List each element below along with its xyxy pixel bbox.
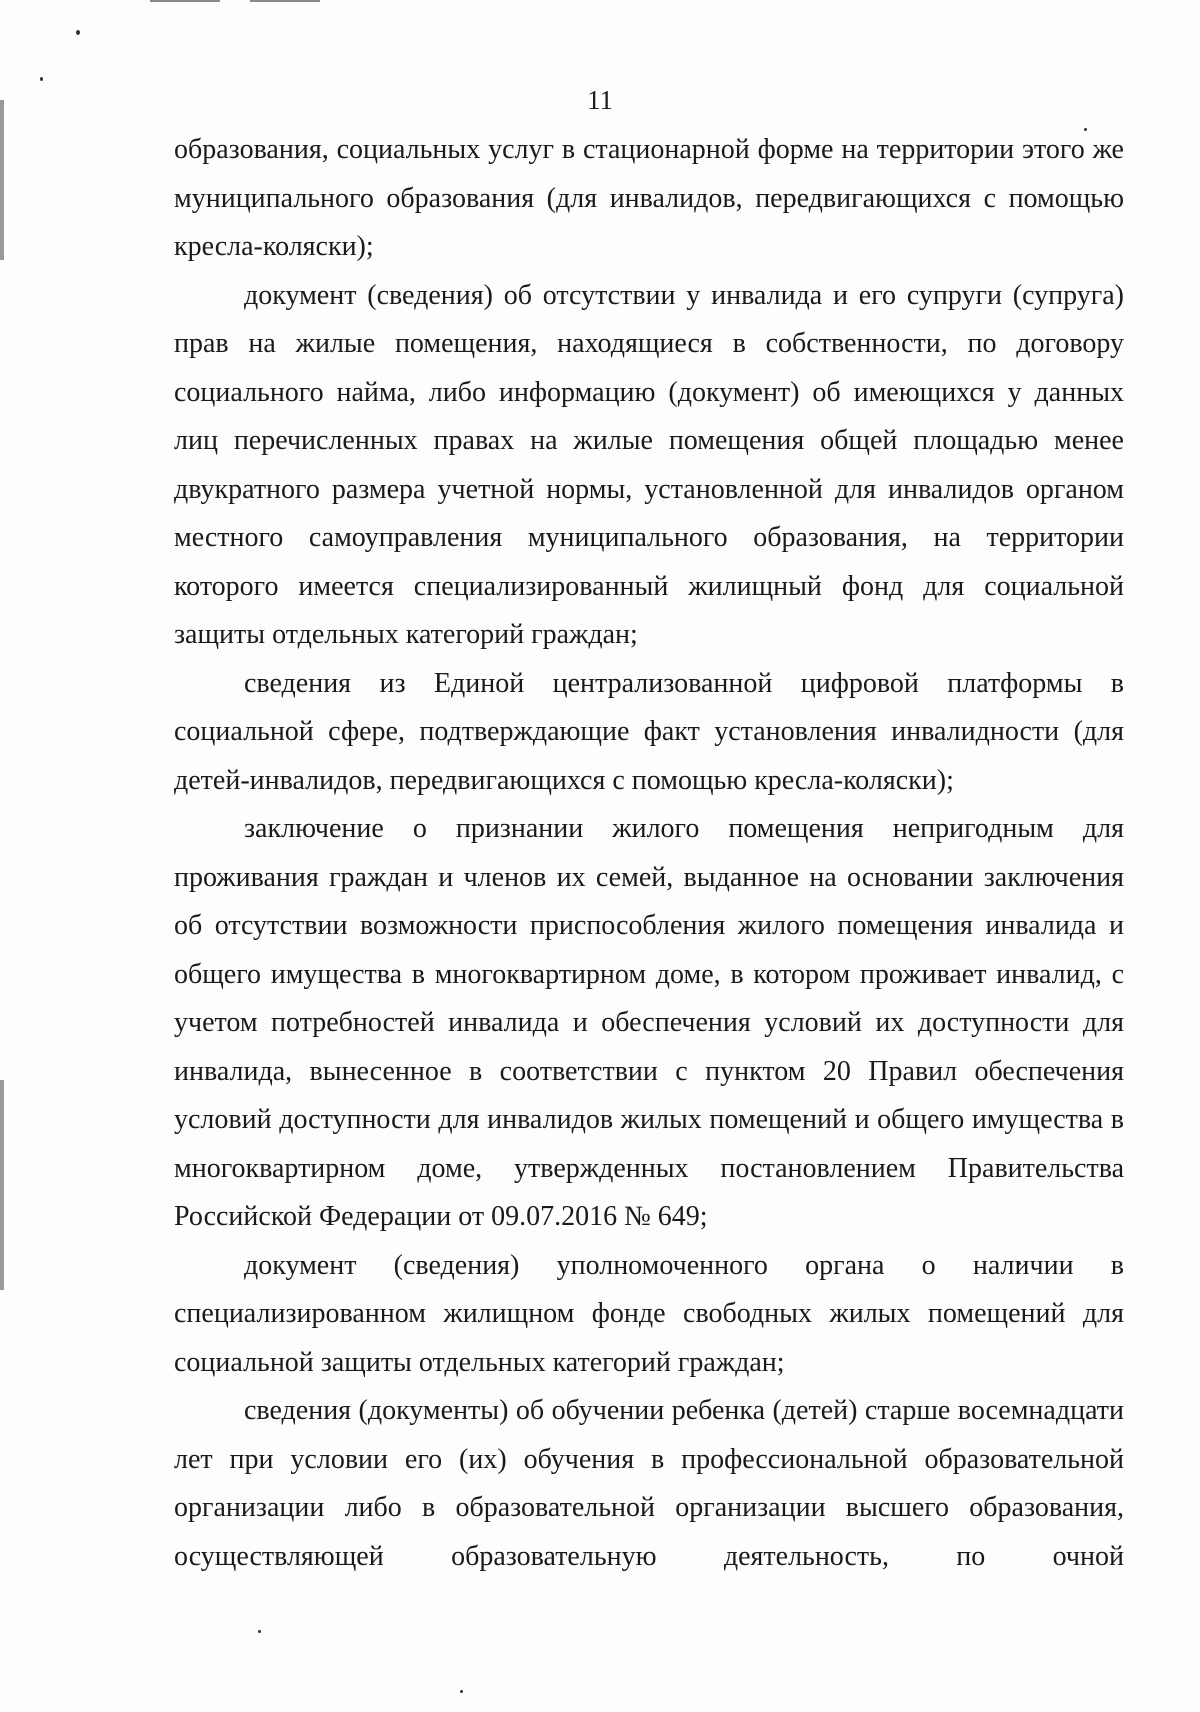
scan-top-edge-mark xyxy=(150,0,220,2)
scan-speck xyxy=(460,1690,463,1693)
scan-left-edge-mark xyxy=(0,1080,4,1290)
paragraph-accommodation-continuation: образования, социальных услуг в стационарной форме на территории этого же муниципального образования (для инвалидов, передвигающихся с помощью кресла-коляски); xyxy=(174,134,1124,262)
paragraph-unfit-housing-conclusion: заключение о признании жилого помещения непригодным для проживания граждан и членов их семей, выданное на основании заключения об отсутствии возможности приспособления жилого помещения инвалида и общего имущества в многоквартирном доме, в котором проживает инвалид, с учетом потребностей инвалида и обеспечения условий их доступности для инвалида, вынесенное в соответствии с пунктом 20 Правил обеспечения условий доступности для инвалидов жилых помещений и общего имущества в многоквартирном доме, утвержденных постановлением Правительства Российской Федерации от 09.07.2016 № 649; xyxy=(174,813,1124,1232)
scan-speck xyxy=(40,77,43,81)
scan-top-edge-mark xyxy=(250,0,320,2)
paragraph-child-education-info: сведения (документы) об обучении ребенка (детей) старше восемнадцати лет при условии его (их) обучения в профессиональной образовательной организации либо в образовательной организации высшего образования, осуществляющей образовательную деятельность, по очной xyxy=(174,1395,1124,1572)
document-body xyxy=(174,126,1124,1581)
paragraph-disability-platform-info: сведения из Единой централизованной цифровой платформы в социальной сфере, подтверждающие факт установления инвалидности (для детей-инвалидов, передвигающихся с помощью кресла-коляски); xyxy=(174,667,1124,796)
scan-speck xyxy=(76,30,80,35)
paragraph-housing-rights-document: документ (сведения) об отсутствии у инвалида и его супруги (супруга) прав на жилые помещения, находящиеся в собственности, по договору социального найма, либо информацию (документ) об имеющихся у данных лиц перечисленных правах на жилые помещения общей площадью менее двукратного размера учетной нормы, установленной для инвалидов органом местного самоуправления муниципального образования, на территории которого имеется специализированный жилищный фонд для социальной защиты отдельных категорий граждан; xyxy=(174,279,1124,650)
paragraph-specialized-fund-availability: документ (сведения) уполномоченного органа о наличии в специализированном жилищном фонде свободных жилых помещений для социальной защиты отдельных категорий граждан; xyxy=(174,1249,1124,1378)
scan-speck xyxy=(258,1630,261,1633)
scan-left-edge-mark xyxy=(0,100,4,260)
page-number: 11 xyxy=(587,85,613,115)
